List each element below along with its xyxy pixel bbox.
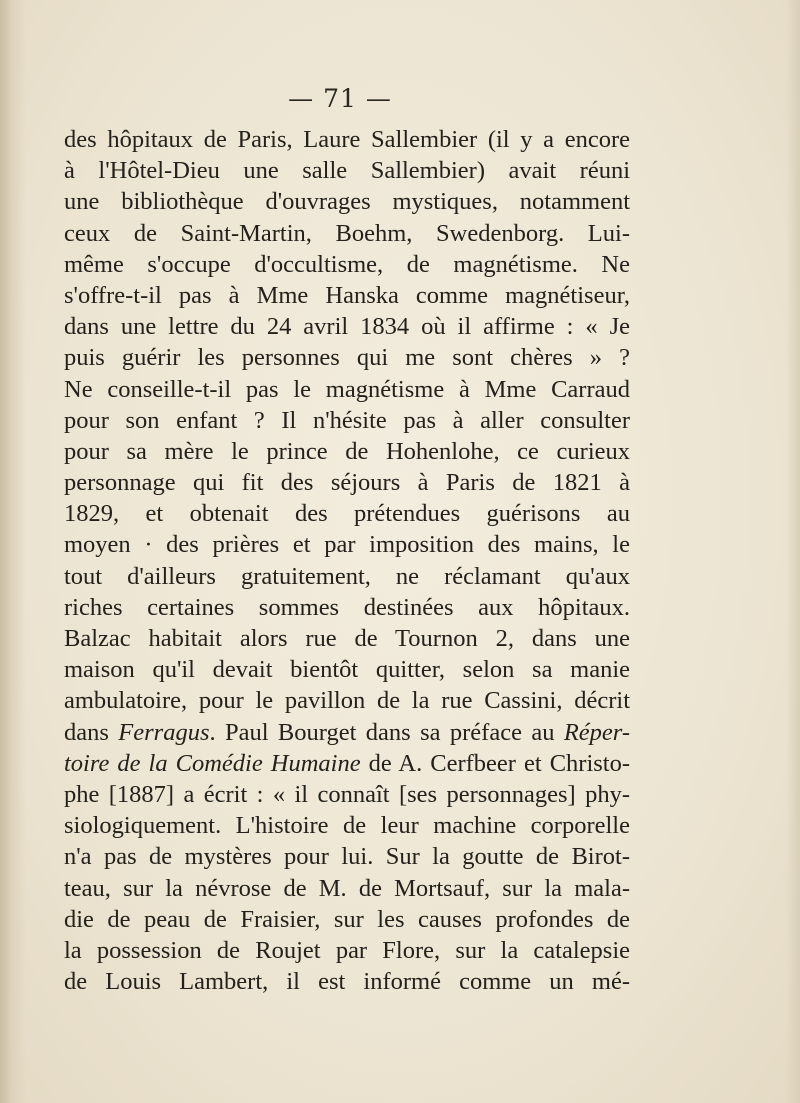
text-line: tout d'ailleurs gratuitement, ne réclamant qu'aux xyxy=(64,562,630,590)
text-line: pour sa mère le prince de Hohenlohe, ce curieux xyxy=(64,437,630,465)
text-line: Ne conseille-t-il pas le magnétisme à Mme Carraud xyxy=(64,375,630,403)
text-line: de Louis Lambert, il est informé comme un mé- xyxy=(64,968,630,996)
text-line: s'offre-t-il pas à Mme Hanska comme magnétiseur, xyxy=(64,281,630,309)
text-line: à l'Hôtel-Dieu une salle Sallembier) avait réuni xyxy=(64,157,630,185)
text-line: personnage qui fit des séjours à Paris de 1821 à xyxy=(64,469,630,497)
text-span: . Paul Bourget dans sa préface au xyxy=(209,718,564,746)
text-line: n'a pas de mystères pour lui. Sur la goutte de Birot- xyxy=(64,843,630,871)
text-line: 1829, et obtenait des prétendues guérisons au xyxy=(64,500,630,528)
body-text xyxy=(64,124,630,997)
text-line-with-italics xyxy=(64,717,630,748)
text-line-with-italics xyxy=(64,748,630,779)
text-line: ambulatoire, pour le pavillon de la rue Cassini, décrit xyxy=(64,687,630,715)
text-line: puis guérir les personnes qui me sont chères » ? xyxy=(64,344,630,372)
text-line: dans une lettre du 24 avril 1834 où il affirme : « Je xyxy=(64,313,630,341)
text-line: siologiquement. L'histoire de leur machine corporelle xyxy=(64,812,630,840)
text-line: phe [1887] a écrit : « il connaît [ses personnages] phy- xyxy=(64,780,630,808)
italic-title: Réper- xyxy=(563,718,630,746)
text-line: même s'occupe d'occultisme, de magnétisme. Ne xyxy=(64,250,630,278)
page-number: — 71 — xyxy=(288,84,392,113)
text-line: die de peau de Fraisier, sur les causes profondes de xyxy=(64,905,630,933)
italic-title: Ferragus xyxy=(118,718,210,746)
text-line: teau, sur la névrose de M. de Mortsauf, sur la mala- xyxy=(64,874,630,902)
binding-shadow xyxy=(0,0,26,1103)
text-line: la possession de Roujet par Flore, sur la catalepsie xyxy=(64,936,630,964)
text-line: des hôpitaux de Paris, Laure Sallembier (il y a encore xyxy=(64,126,630,153)
text-line: riches certaines sommes destinées aux hôpitaux. xyxy=(64,593,630,621)
text-line: Balzac habitait alors rue de Tournon 2, dans une xyxy=(64,625,630,652)
text-line: maison qu'il devait bientôt quitter, selon sa manie xyxy=(64,656,630,684)
text-line: moyen · des prières et par imposition des mains, le xyxy=(64,531,630,559)
text-line: pour son enfant ? Il n'hésite pas à aller consulter xyxy=(64,406,630,434)
page-edge xyxy=(786,0,800,1103)
italic-title: toire de la Comédie Humaine xyxy=(64,749,361,777)
text-span: de A. Cerfbeer et Christo- xyxy=(360,749,630,777)
text-line: une bibliothèque d'ouvrages mystiques, notamment xyxy=(64,188,630,216)
text-span: dans xyxy=(64,718,119,746)
text-line: ceux de Saint-Martin, Boehm, Swedenborg. Lui- xyxy=(64,219,630,247)
